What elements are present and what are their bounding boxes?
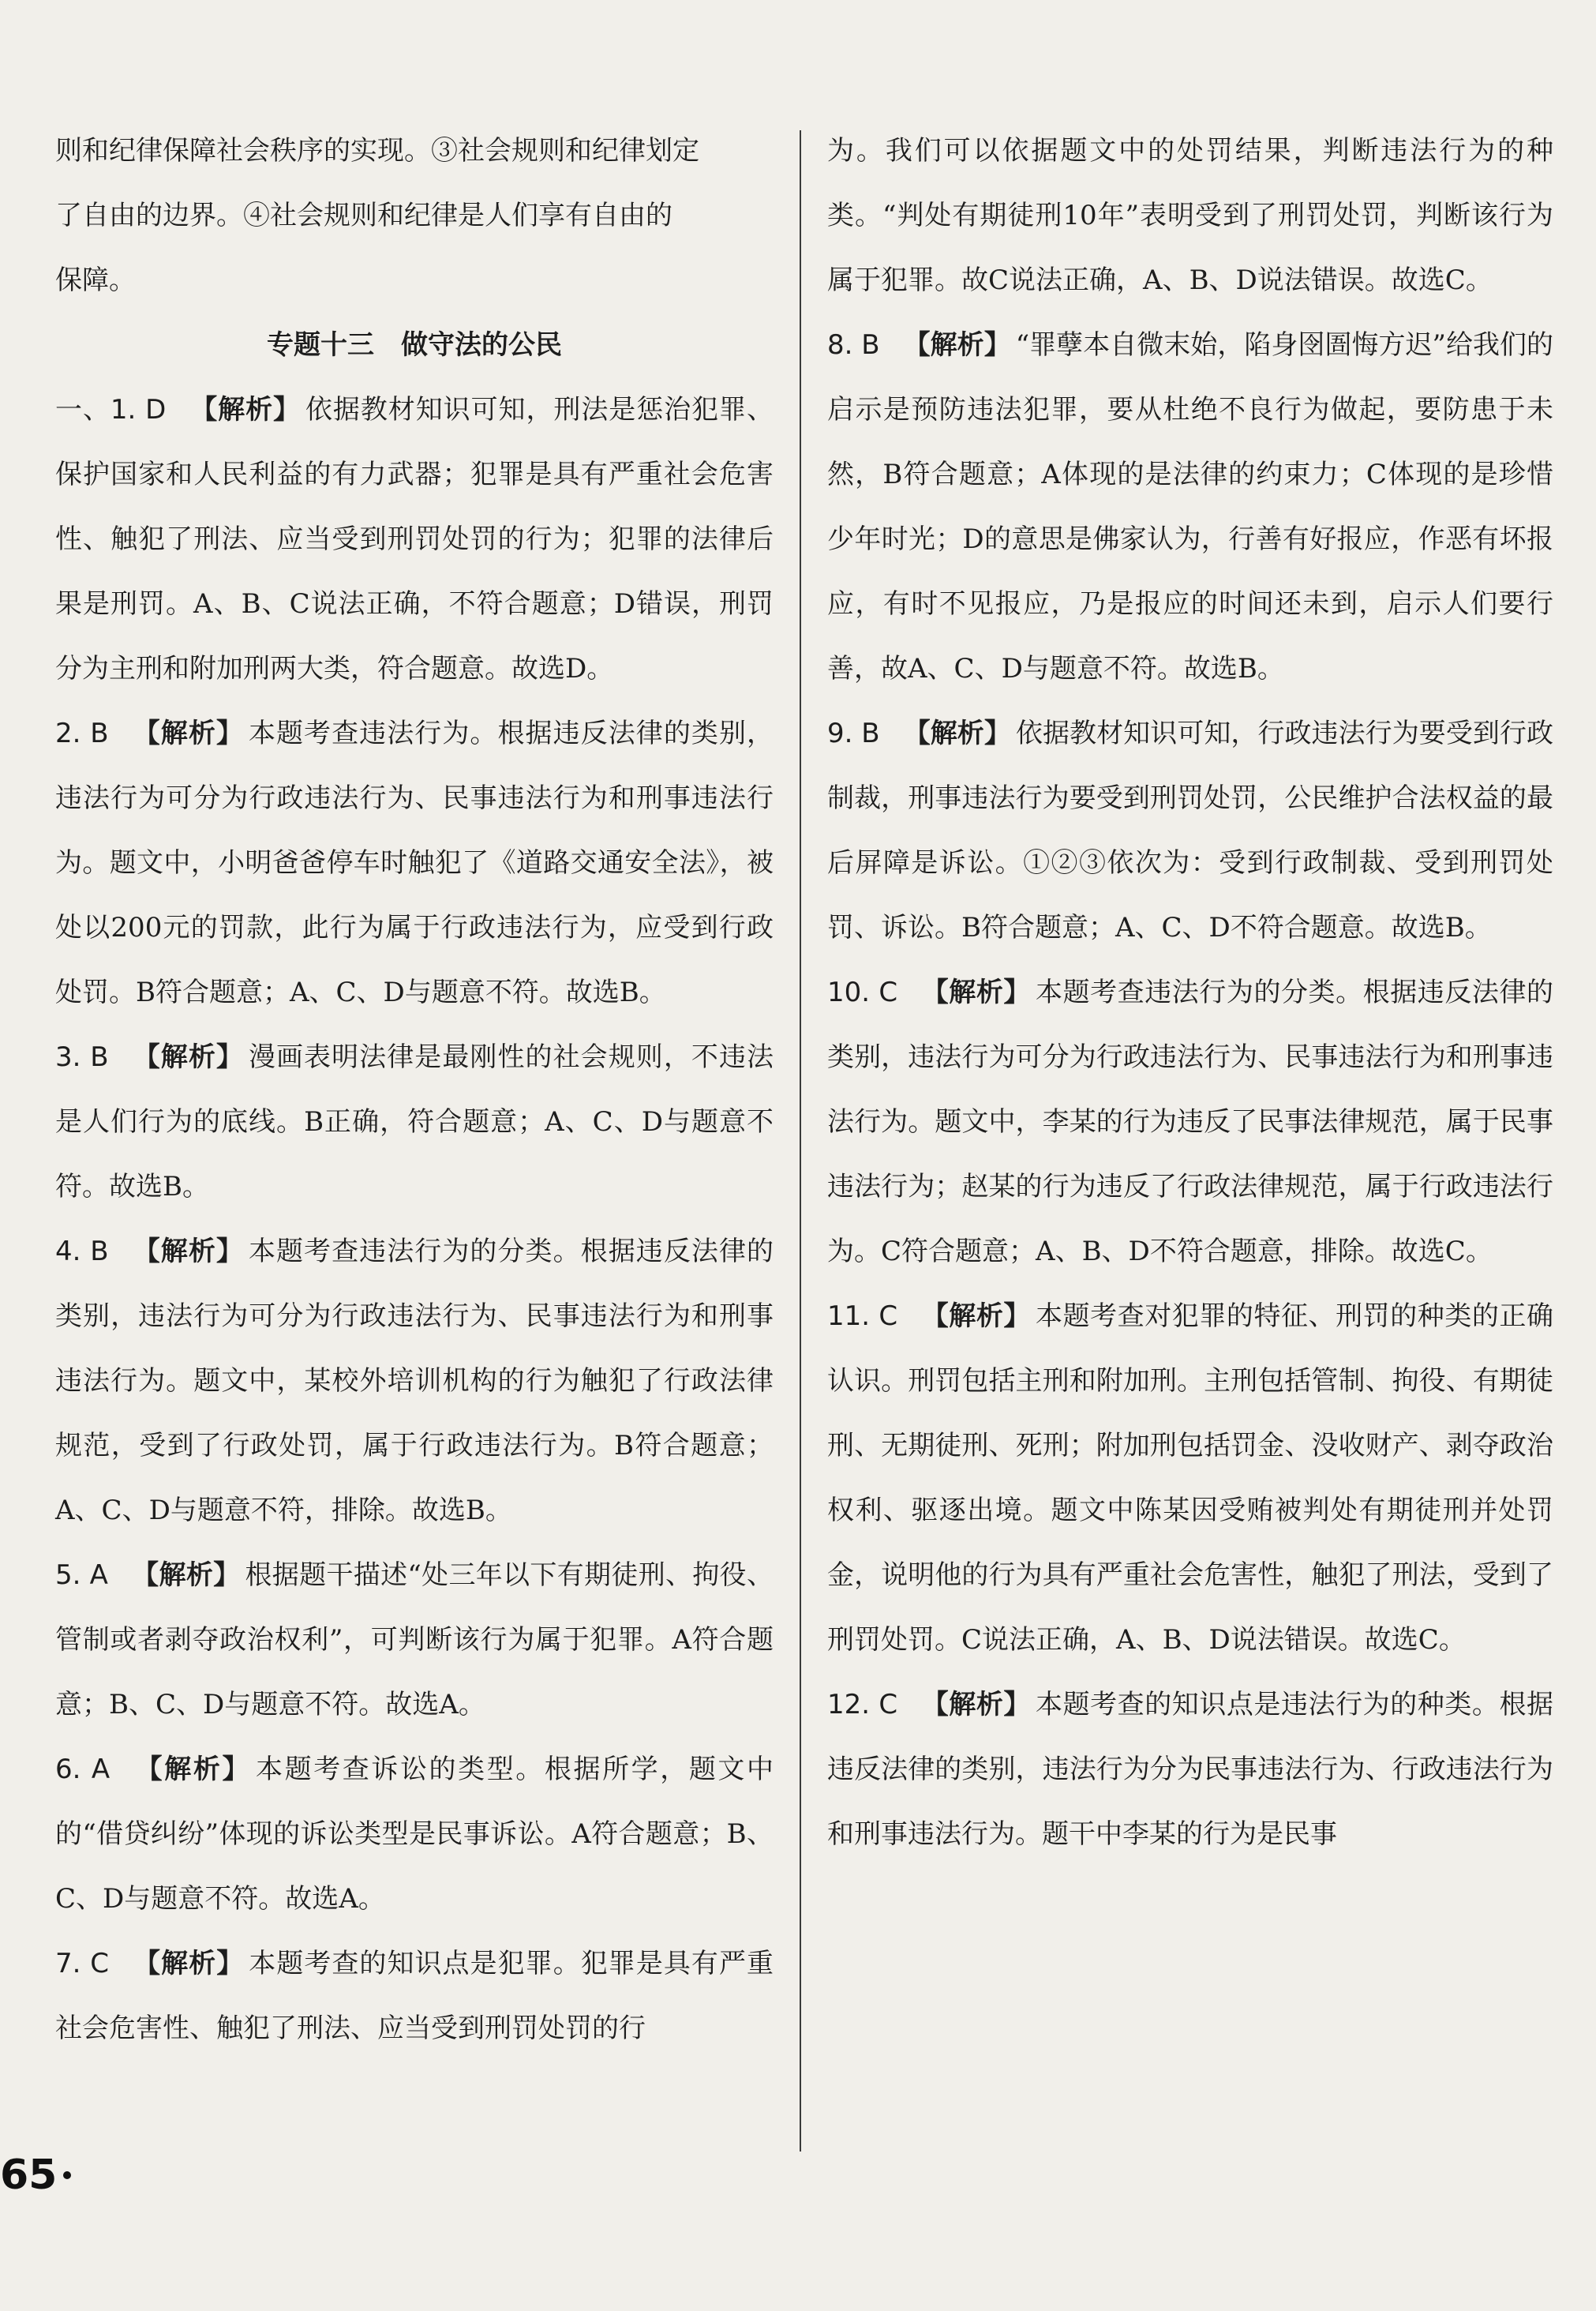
left-column xyxy=(55,118,774,2061)
answer-text: 本题考查违法行为的分类。根据违反法律的类别，违法行为可分为行政违法行为、民事违法行为和刑事违法行为。题文中，某校外培训机构的行为触犯了行政法律规范，受到了行政处罚，属于行政违法行为。B符合题意；A、C、D与题意不符，排除。故选B。 xyxy=(55,1236,774,1526)
answer-number: 4. B xyxy=(55,1236,109,1267)
right-column xyxy=(827,118,1553,1866)
bullet-dot-icon xyxy=(63,2171,71,2179)
continuation-text: 为。我们可以依据题文中的处罚结果，判断违法行为的种类。“判处有期徒刑10年”表明受到了刑罚处罚，判断该行为属于犯罪。故C说法正确，A、B、D说法错误。故选C。 xyxy=(827,135,1553,296)
column-divider xyxy=(800,130,801,2152)
answer-text: 依据教材知识可知，刑法是惩治犯罪、保护国家和人民利益的有力武器；犯罪是具有严重社会危害性、触犯了刑法、应当受到刑罚处罚的行为；犯罪的法律后果是刑罚。A、B、C说法正确，不符合题意；D错误，刑罚分为主刑和附加刑两大类，符合题意。故选D。 xyxy=(55,394,774,685)
analysis-tag: 【解析】 xyxy=(132,1236,244,1267)
answer-text: “罪孽本自微末始，陷身囹圄悔方迟”给我们的启示是预防违法犯罪，要从杜绝不良行为做起，要防患于未然，B符合题意；A体现的是法律的约束力；C体现的是珍惜少年时光；D的意思是佛家认为，行善有好报应，作恶有坏报应，有时不见报应，乃是报应的时间还未到，启示人们要行善，故A、C、D与题意不符。故选B。 xyxy=(827,329,1554,685)
answer-item xyxy=(827,313,1553,701)
answer-text: 本题考查对犯罪的特征、刑罚的种类的正确认识。刑罚包括主刑和附加刑。主刑包括管制、拘役、有期徒刑、无期徒刑、死刑；附加刑包括罚金、没收财产、剥夺政治权利、驱逐出境。题文中陈某因受贿被判处有期徒刑并处罚金，说明他的行为具有严重社会危害性，触犯了刑法，受到了刑罚处罚。C说法正确，A、B、D说法错误。故选C。 xyxy=(827,1300,1554,1656)
analysis-tag: 【解析】 xyxy=(131,1559,241,1591)
intro-line: 了自由的边界。④社会规则和纪律是人们享有自由的 xyxy=(55,200,672,231)
answer-item xyxy=(55,1219,774,1543)
answer-text: 根据题干描述“处三年以下有期徒刑、拘役、管制或者剥夺政治权利”，可判断该行为属于犯罪。A符合题意；B、C、D与题意不符。故选A。 xyxy=(55,1559,774,1720)
answer-text: 本题考查违法行为。根据违反法律的类别，违法行为可分为行政违法行为、民事违法行为和刑事违法行为。题文中，小明爸爸停车时触犯了《道路交通安全法》，被处以200元的罚款，此行为属于行政违法行为，应受到行政处罚。B符合题意；A、C、D与题意不符。故选B。 xyxy=(55,718,774,1008)
answer-number: 11. C xyxy=(827,1300,898,1332)
answer-item xyxy=(55,701,774,1025)
answer-number: 6. A xyxy=(55,1754,111,1785)
analysis-tag: 【解析】 xyxy=(133,1948,245,1979)
section-heading: 专题十三 做守法的公民 xyxy=(267,329,562,361)
analysis-tag: 【解析】 xyxy=(921,977,1031,1008)
analysis-tag: 【解析】 xyxy=(189,394,301,426)
answer-number: 8. B xyxy=(827,329,880,361)
answer-text: 依据教材知识可知，行政违法行为要受到行政制裁，刑事违法行为要受到刑罚处罚，公民维护合法权益的最后屏障是诉讼。①②③依次为：受到行政制裁、受到刑罚处罚、诉讼。B符合题意；A、C、D不符合题意。故选B。 xyxy=(827,718,1554,944)
answer-text: 本题考查违法行为的分类。根据违反法律的类别，违法行为可分为行政违法行为、民事违法行为和刑事违法行为。题文中，李某的行为违反了民事法律规范，属于民事违法行为；赵某的行为违反了行政法律规范，属于行政违法行为。C符合题意；A、B、D不符合题意，排除。故选C。 xyxy=(827,977,1554,1267)
answer-number: 一、1. D xyxy=(55,394,167,426)
answer-text: 本题考查诉讼的类型。根据所学，题文中的“借贷纠纷”体现的诉讼类型是民事诉讼。A符合题意；B、C、D与题意不符。故选A。 xyxy=(55,1754,774,1915)
answer-number: 2. B xyxy=(55,718,109,749)
page-footer xyxy=(0,2144,71,2207)
answer-item xyxy=(55,1543,774,1737)
answer-item xyxy=(55,1737,774,1931)
analysis-tag: 【解析】 xyxy=(921,1689,1031,1720)
answer-number: 3. B xyxy=(55,1041,109,1073)
intro-line: 保障。 xyxy=(55,264,136,296)
answer-item xyxy=(827,960,1553,1284)
answer-text: 漫画表明法律是最刚性的社会规则，不违法是人们行为的底线。B正确，符合题意；A、C、D与题意不符。故选B。 xyxy=(55,1041,774,1202)
answer-number: 5. A xyxy=(55,1559,108,1591)
analysis-tag: 【解析】 xyxy=(132,718,244,749)
answer-item xyxy=(55,377,774,701)
answer-item xyxy=(827,1284,1553,1672)
analysis-tag: 【解析】 xyxy=(133,1754,252,1785)
answer-number: 9. B xyxy=(827,718,880,749)
analysis-tag: 【解析】 xyxy=(132,1041,244,1073)
answer-text: 本题考查的知识点是犯罪。犯罪是具有严重社会危害性、触犯了刑法、应当受到刑罚处罚的行 xyxy=(55,1948,774,2044)
analysis-tag: 【解析】 xyxy=(903,329,1011,361)
analysis-tag: 【解析】 xyxy=(903,718,1011,749)
intro-line: 则和纪律保障社会秩序的实现。③社会规则和纪律划定 xyxy=(55,135,699,167)
answer-number: 12. C xyxy=(827,1689,898,1720)
page-number: 65 xyxy=(0,2152,58,2199)
answer-item xyxy=(55,1931,774,2061)
answer-number: 10. C xyxy=(827,977,898,1008)
answer-item xyxy=(55,1025,774,1219)
answer-item xyxy=(827,1672,1553,1866)
analysis-tag: 【解析】 xyxy=(921,1300,1031,1332)
answer-text: 本题考查的知识点是违法行为的种类。根据违反法律的类别，违法行为分为民事违法行为、行政违法行为和刑事违法行为。题干中李某的行为是民事 xyxy=(827,1689,1554,1850)
answer-item xyxy=(827,701,1553,960)
answer-number: 7. C xyxy=(55,1948,110,1979)
